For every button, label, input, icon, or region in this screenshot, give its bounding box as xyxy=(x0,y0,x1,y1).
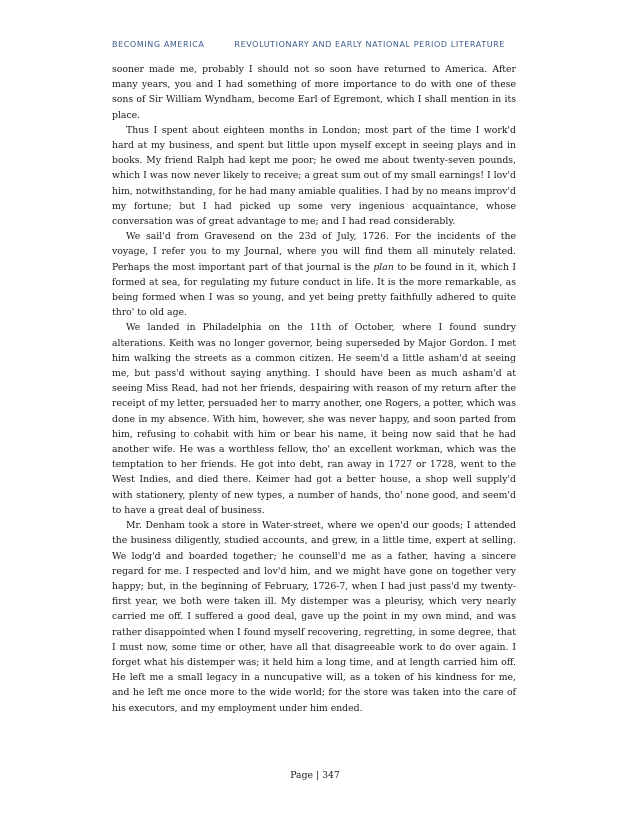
paragraph-5: Mr. Denham took a store in Water-street, where we open'd our goods; I attended the business diligently, studied accounts, and grew, in a little time, expert at selling. We lodg'd and boarded together; he counsell'd me as a father, having a sincere regard for me. I respected and lov'd him, and we might have gone on together very happy; but, in the beginning of February, 1726-7, when I had just pass'd my twenty-first year, we both were taken ill. My distemper was a pleurisy, which very nearly carried me off. I suffered a good deal, gave up the point in my own mind, and was rather disappointed when I found myself recovering, regretting, in some degree, that I must now, some time or other, have all that disagreeable work to do over again. I forget what his distemper was; it held him a long time, and at length carried him off. He left me a small legacy in a nuncupative will, as a token of his kindness for me, and he left me once more to the wide world; for the store was taken into the care of his executors, and my employment under him ended. xyxy=(112,520,516,714)
body-text xyxy=(112,62,516,716)
paragraph-4: We landed in Philadelphia on the 11th of October, where I found sundry alterations. Keith was no longer governor, being superseded by Major Gordon. I met him walking the streets as a common citizen. He seem'd a little asham'd at seeing me, but pass'd without saying anything. I should have been as much asham'd at seeing Miss Read, had not her friends, despairing with reason of my return after the receipt of my letter, persuaded her to marry another, one Rogers, a potter, which was done in my absence. With him, however, she was never happy, and soon parted from him, refusing to cohabit with him or bear his name, it being now said that he had another wife. He was a worthless fellow, tho' an excellent workman, which was the temptation to her friends. He got into debt, ran away in 1727 or 1728, went to the West Indies, and died there. Keimer had got a better house, a shop well supply'd with stationery, plenty of new types, a number of hands, tho' none good, and seem'd to have a great deal of business. xyxy=(112,322,516,516)
paragraph-3 xyxy=(112,229,516,320)
paragraph-3-before: We sail'd from Gravesend on the 23d of July, 1726. For the incidents of the voyage, I refer you to my Journal, where you will find them all minutely related. Perhaps the most important part of that journal is the xyxy=(112,231,516,273)
page-number: Page | 347 xyxy=(290,770,340,781)
header-section-title: REVOLUTIONARY AND EARLY NATIONAL PERIOD LITERATURE xyxy=(234,40,505,49)
header-book-title: BECOMING AMERICA xyxy=(112,40,205,49)
paragraph-3-after: to be found in it, which I formed at sea, for regulating my future conduct in life. It is the more remarkable, as being formed when I was so young, and yet being pretty faithfully adhered to quite thro' to old age. xyxy=(112,261,516,319)
paragraph-1: sooner made me, probably I should not so soon have returned to America. After many years, you and I had something of more importance to do with one of these sons of Sir William Wyndham, become Earl of Egremont, which I shall mention in its place. xyxy=(112,64,516,121)
running-header xyxy=(112,40,532,49)
paragraph-2: Thus I spent about eighteen months in London; most part of the time I work'd hard at my business, and spent but little upon myself except in seeing plays and in books. My friend Ralph had kept me poor; he owed me about twenty-seven pounds, which I was now never likely to receive; a great sum out of my small earnings! I lov'd him, notwithstanding, for he had many amiable qualities. I had by no means improv'd my fortune; but I had picked up some very ingenious acquaintance, whose conversation was of great advantage to me; and I had read considerably. xyxy=(112,124,516,228)
paragraph-3-emphasis: plan xyxy=(373,261,394,273)
